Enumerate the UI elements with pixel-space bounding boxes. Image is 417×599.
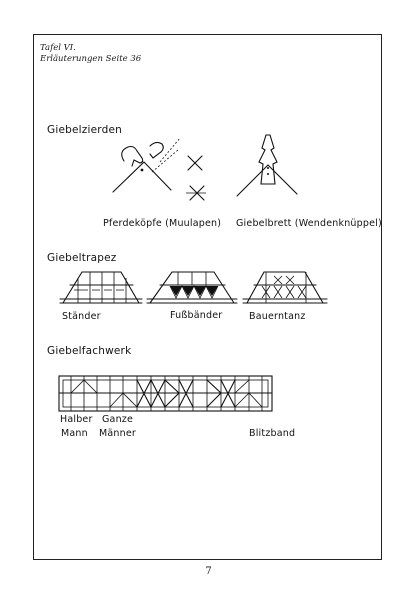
plate-title: Tafel VI. [40,43,76,53]
trapeze-foot-braces-drawing [147,272,237,303]
horse-heads-drawing [113,138,206,200]
caption-posts: Ständer [62,311,101,322]
trapeze-posts-drawing [60,272,142,303]
caption-man: Mann [61,428,88,439]
caption-gable-board: Giebelbrett (Wendenknüppel) [236,218,382,229]
caption-farmers-dance: Bauerntanz [249,311,306,322]
caption-whole: Ganze [102,414,134,425]
trapeze-farmers-dance-drawing [243,272,327,303]
page-number: 7 [205,566,212,577]
gable-framework-drawing [59,376,272,411]
plate-reference: Erläuterungen Seite 36 [40,54,142,64]
caption-lightning-band: Blitzband [249,428,296,439]
section-title-gable-framework: Giebelfachwerk [47,345,132,357]
gable-board-drawing [237,135,297,196]
section-title-gable-trapezes: Giebeltrapez [47,252,117,264]
section-title-gable-decorations: Giebelzierden [47,124,122,136]
caption-half: Halber [60,414,93,425]
caption-men: Männer [99,428,137,439]
caption-foot-braces: Fußbänder [170,310,223,321]
caption-horse-heads: Pferdeköpfe (Muulapen) [103,218,222,229]
